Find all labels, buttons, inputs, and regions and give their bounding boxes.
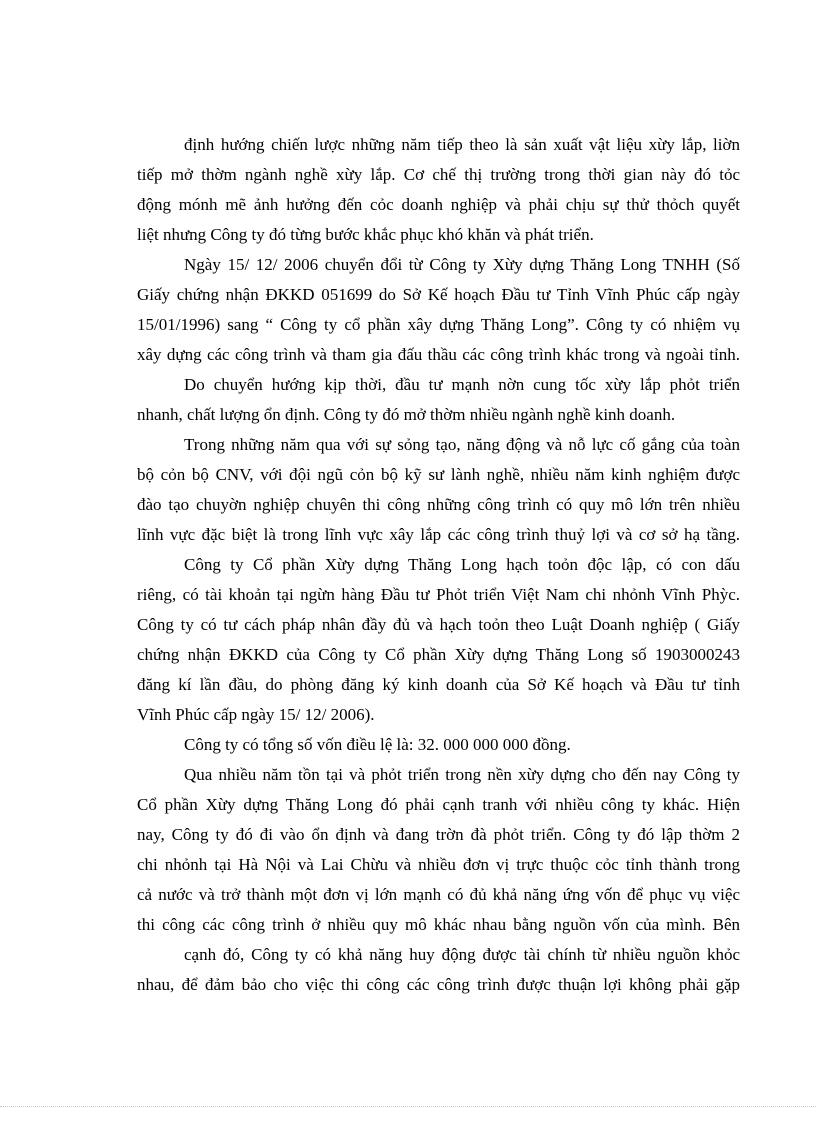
text-line: lĩnh vực đặc biệt là trong lĩnh vực xây lắp các công trình thuỷ lợi và cơ sở hạ tầng. <box>137 525 740 544</box>
text-line: cả nước và trở thành một đơn vị lớn mạnh có đủ khả năng ứng vốn để phục vụ việc <box>137 885 740 904</box>
text-line: Công ty có tổng số vốn điều lệ là: 32. 000 000 000 đồng. <box>184 735 571 754</box>
body-text <box>137 130 740 1000</box>
text-line: liệt nhưng Công ty đó từng bước khắc phục khó khăn và phát triển. <box>137 225 594 244</box>
text-line: chứng nhận ĐKKD của Công ty Cổ phần Xừy dựng Thăng Long số 1903000243 <box>137 645 740 664</box>
text-line: Trong những năm qua với sự sỏng tạo, năng động và nỗ lực cố gắng của toàn <box>184 435 740 454</box>
paragraph <box>137 550 740 730</box>
paragraph <box>137 940 740 1000</box>
paragraph <box>137 760 740 940</box>
text-line: đào tạo chuyờn nghiệp chuyên thi công những công trình có quy mô lớn trên nhiều <box>137 495 740 514</box>
text-line: riêng, có tài khoản tại ngừn hàng Đầu tư Phỏt triển Việt Nam chi nhỏnh Vĩnh Phỳc. <box>137 585 740 604</box>
paragraph <box>137 250 740 370</box>
page-edge-divider <box>0 1106 816 1107</box>
text-line: xây dựng các công trình và tham gia đấu thầu các công trình khác trong và ngoài tỉnh. <box>137 345 740 364</box>
text-line: chi nhỏnh tại Hà Nội và Lai Chừu và nhiều đơn vị trực thuộc cỏc tỉnh thành trong <box>137 855 740 874</box>
paragraph <box>137 370 740 430</box>
text-line: Cổ phần Xừy dựng Thăng Long đó phải cạnh tranh với nhiều công ty khác. Hiện <box>137 795 740 814</box>
paragraph <box>137 430 740 550</box>
text-line: định hướng chiến lược những năm tiếp theo là sản xuất vật liệu xừy lắp, liờn <box>184 135 740 154</box>
text-line: 15/01/1996) sang “ Công ty cổ phần xây dựng Thăng Long”. Công ty có nhiệm vụ <box>137 315 740 334</box>
text-line: Ngày 15/ 12/ 2006 chuyển đổi từ Công ty Xừy dựng Thăng Long TNHH (Số <box>184 255 740 274</box>
paragraph <box>137 130 740 250</box>
paragraph <box>137 730 740 760</box>
text-line: Qua nhiều năm tồn tại và phỏt triển trong nền xừy dựng cho đến nay Công ty <box>184 765 740 784</box>
text-line: Vĩnh Phúc cấp ngày 15/ 12/ 2006). <box>137 705 375 724</box>
text-line: nhanh, chất lượng ổn định. Công ty đó mở thờm nhiều ngành nghề kinh doanh. <box>137 405 676 424</box>
text-line: đăng kí lần đầu, do phòng đăng ký kinh doanh của Sở Kế hoạch và Đầu tư tỉnh <box>137 675 740 694</box>
text-line: động mónh mẽ ảnh hưởng đến cỏc doanh nghiệp và phải chịu sự thử thỏch quyết <box>137 195 740 214</box>
text-line: thi công các công trình ở nhiều quy mô khác nhau bằng nguồn vốn của mình. Bên <box>137 915 740 934</box>
text-line: Giấy chứng nhận ĐKKD 051699 do Sở Kế hoạch Đầu tư Tỉnh Vĩnh Phúc cấp ngày <box>137 285 740 304</box>
text-line: nay, Công ty đó đi vào ổn định và đang trờn đà phỏt triển. Công ty đó lập thờm 2 <box>137 825 740 844</box>
text-line: cạnh đó, Công ty có khả năng huy động được tài chính từ nhiều nguồn khỏc <box>184 945 740 964</box>
text-line: Công ty có tư cách pháp nhân đầy đủ và hạch toỏn theo Luật Doanh nghiệp ( Giấy <box>137 615 740 634</box>
text-line: nhau, để đảm bảo cho việc thi công các công trình được thuận lợi không phải gặp <box>137 975 740 994</box>
text-line: bộ cỏn bộ CNV, với đội ngũ cỏn bộ kỹ sư lành nghề, nhiều năm kinh nghiệm được <box>137 465 740 484</box>
text-line: tiếp mở thờm ngành nghề xừy lắp. Cơ chế thị trường trong thời gian này đó tỏc <box>137 165 740 184</box>
text-line: Do chuyển hướng kịp thời, đầu tư mạnh nờn cung tốc xừy lắp phỏt triển <box>184 375 740 394</box>
text-line: Công ty Cổ phần Xừy dựng Thăng Long hạch toỏn độc lập, có con dấu <box>184 555 740 574</box>
